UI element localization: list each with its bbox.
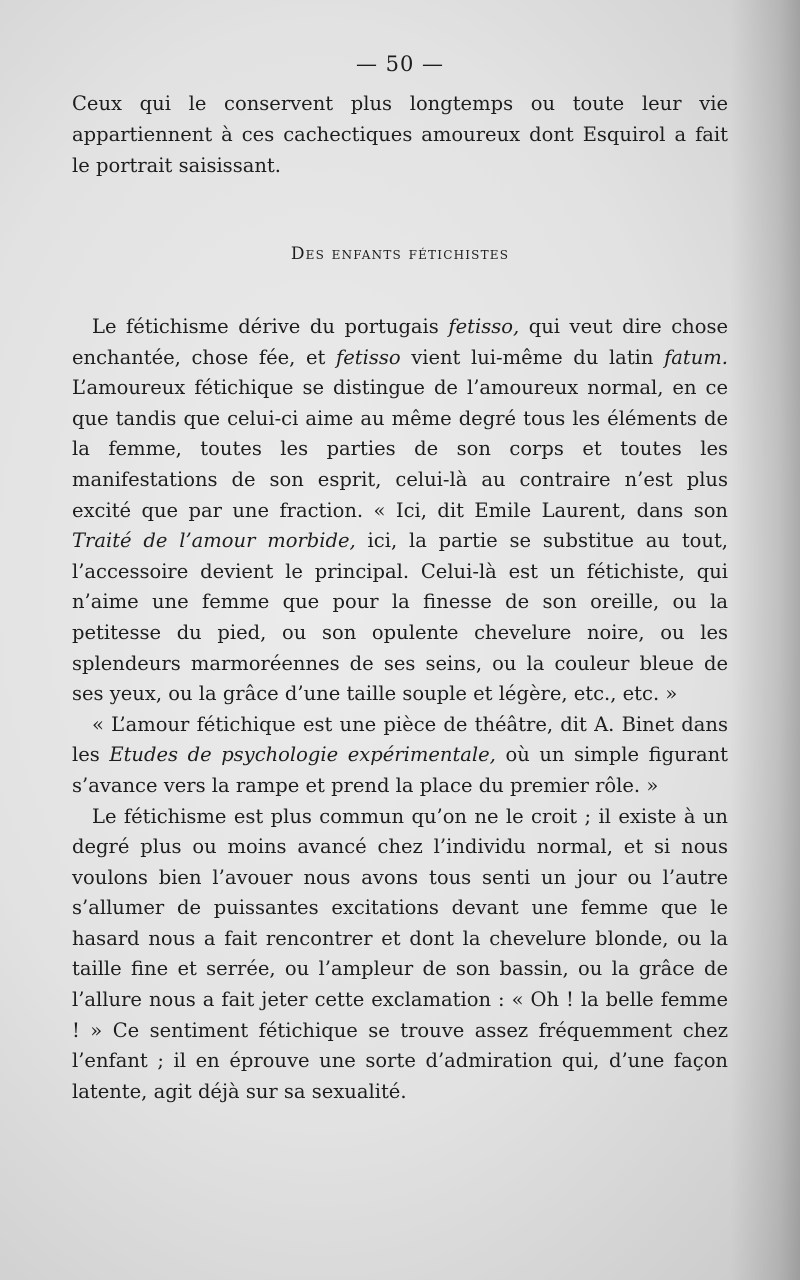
text-run: Le fétichisme dérive du portugais bbox=[92, 315, 449, 338]
italic-run: fetisso, bbox=[448, 315, 520, 338]
paragraph-binet-quote bbox=[72, 710, 728, 802]
italic-run: fetisso bbox=[335, 345, 401, 369]
text-run: L’amoureux fétichique se distingue de l’amoureux normal, en ce que tandis que celui-ci aime au même degré tous les éléments de la femme, toutes les parties de son corps et toutes les manifestations de son esprit, celui-là au contraire n’est plus excité que par une fraction. « Ici, dit Emile Laurent, dans son bbox=[72, 376, 728, 522]
text-run: vient lui-même du latin bbox=[400, 345, 665, 369]
opening-paragraph: Ceux qui le conservent plus longtemps ou toute leur vie appartiennent à ces cachectiques amoureux dont Esquirol a fait le portrait saisissant. bbox=[72, 92, 728, 177]
paragraph-etymology bbox=[72, 312, 728, 710]
page-number: — 50 — bbox=[355, 52, 445, 76]
text-run: « L’amour fétichique est une pièce de théâtre, dit A. Binet dans les bbox=[72, 712, 728, 767]
text-run: où un simple figurant s’avance vers la rampe et prend la place du premier rôle. » bbox=[72, 743, 728, 797]
paragraph-common-fetishism bbox=[72, 802, 728, 1108]
italic-run: fatum. bbox=[664, 345, 728, 369]
opening-paragraph-block bbox=[72, 88, 728, 181]
italic-run: Etudes de psychologie expérimentale, bbox=[109, 743, 496, 767]
text-run: ici, la partie se substitue au tout, l’accessoire devient le principal. Celui-là est un fétichiste, qui n’aime une femme que pour la finesse de son oreille, ou la petitesse du pied, ou son opulente chevelure noire, ou les splendeurs marmoréennes de ses seins, ou la couleur bleue de ses yeux, ou la grâce d’une taille souple et légère, etc., etc. » bbox=[72, 529, 728, 706]
section-heading: Des enfants fétichistes bbox=[290, 244, 510, 264]
text-run: qui veut dire chose enchantée, chose fée, et bbox=[72, 315, 728, 369]
text-run: Le fétichisme est plus commun qu’on ne le croit ; il existe à un degré plus ou moins avancé chez l’individu normal, et si nous voulons bien l’avouer nous avons tous senti un jour ou l’autre s’allumer de puissantes excitations devant une femme que le hasard nous a fait rencontrer et dont la chevelure blonde, ou la taille fine et serrée, ou l’ampleur de son bassin, ou la grâce de l’allure nous a fait jeter cette exclamation : « Oh ! la belle femme ! » Ce sentiment fétichique se trouve assez fréquemment chez l’enfant ; il en éprouve une sorte d’admiration qui, d’une façon latente, agit déjà sur sa sexualité. bbox=[72, 804, 728, 1103]
italic-run: Traité de l’amour morbide, bbox=[72, 529, 356, 553]
section-body bbox=[72, 312, 728, 1107]
page-edge-shadow bbox=[730, 0, 800, 1280]
